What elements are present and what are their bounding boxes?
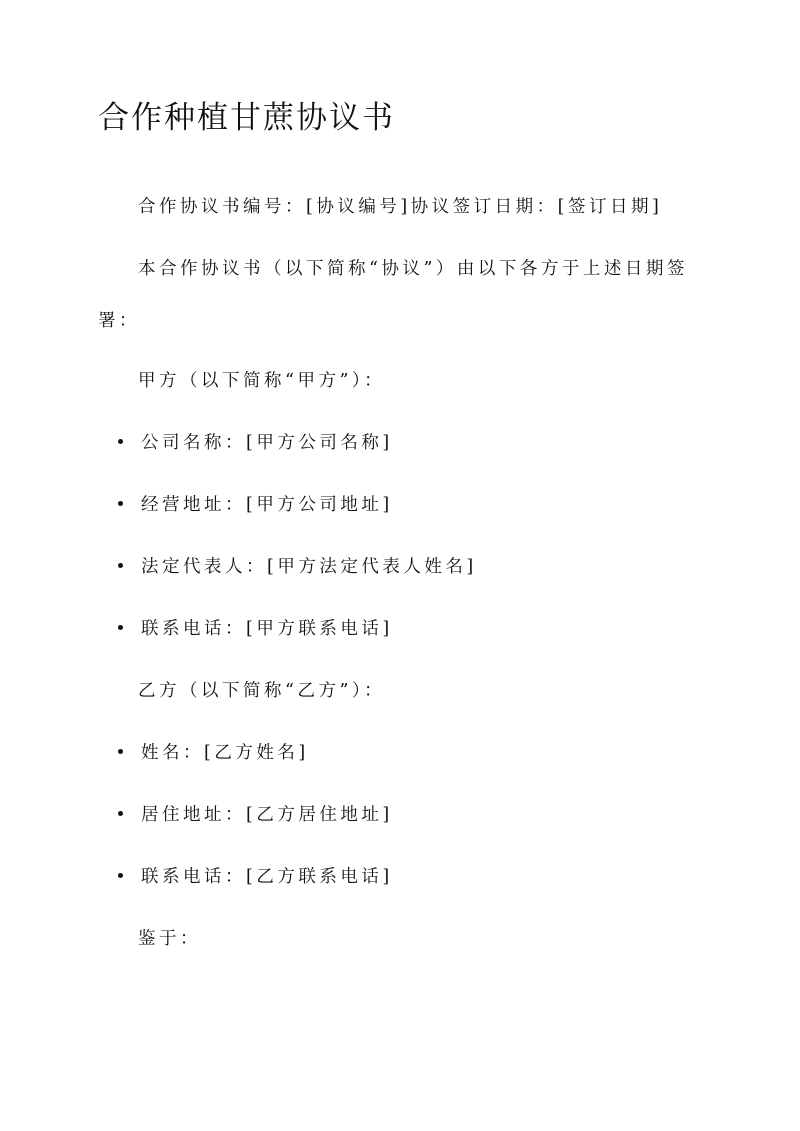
party-a-heading: 甲方（以下简称“甲方”）： — [138, 371, 386, 391]
list-item — [118, 738, 309, 768]
list-item — [118, 428, 393, 458]
preamble-line-2: 署： — [98, 311, 140, 331]
bullet-icon — [118, 625, 123, 630]
list-item — [118, 800, 393, 830]
list-item — [118, 862, 393, 892]
bullet-icon — [118, 811, 123, 816]
party-b-address: 居住地址：[乙方居住地址] — [141, 805, 393, 825]
bullet-icon — [118, 873, 123, 878]
bullet-icon — [118, 439, 123, 444]
whereas-heading: 鉴于： — [138, 929, 201, 949]
bullet-icon — [118, 749, 123, 754]
list-item — [118, 614, 393, 644]
agreement-number-line: 合作协议书编号：[协议编号]协议签订日期：[签订日期] — [138, 197, 663, 217]
preamble-line-1: 本合作协议书（以下简称“协议”）由以下各方于上述日期签 — [138, 259, 688, 279]
bullet-icon — [118, 563, 123, 568]
party-a-legal-rep: 法定代表人：[甲方法定代表人姓名] — [141, 557, 477, 577]
document-title: 合作种植甘蔗协议书 — [98, 100, 395, 136]
list-item — [118, 552, 477, 582]
party-b-phone: 联系电话：[乙方联系电话] — [141, 867, 393, 887]
party-a-company-name: 公司名称：[甲方公司名称] — [141, 433, 393, 453]
party-a-phone: 联系电话：[甲方联系电话] — [141, 619, 393, 639]
party-b-heading: 乙方（以下简称“乙方”）： — [138, 681, 386, 701]
party-b-name: 姓名：[乙方姓名] — [141, 743, 309, 763]
party-a-address: 经营地址：[甲方公司地址] — [141, 495, 393, 515]
bullet-icon — [118, 501, 123, 506]
list-item — [118, 490, 393, 520]
